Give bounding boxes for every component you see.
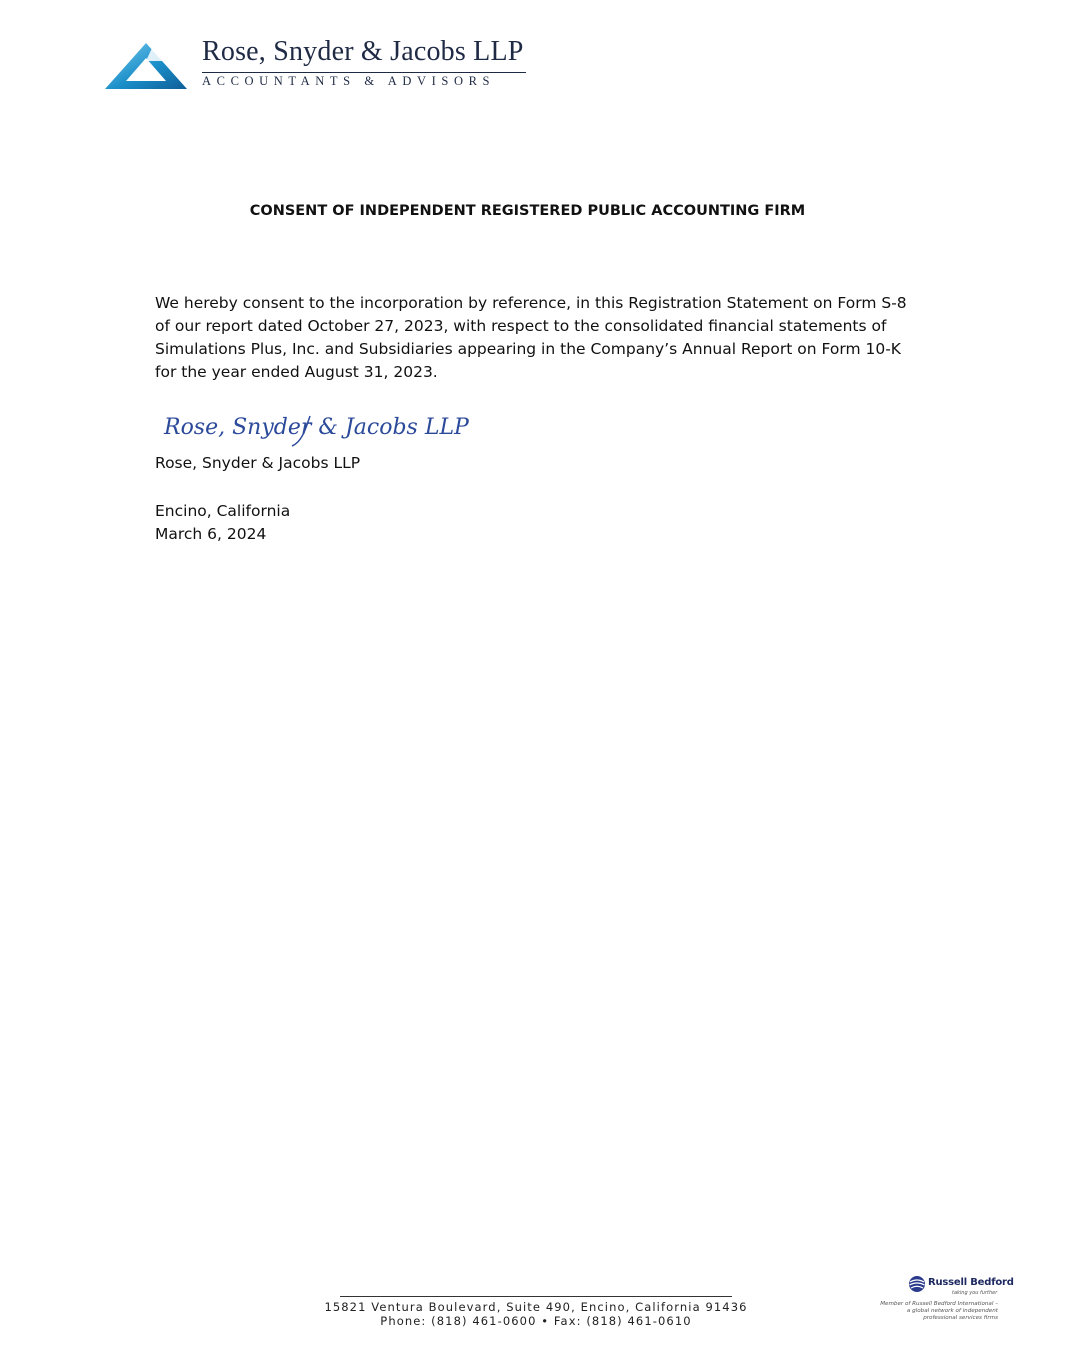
document-title: CONSENT OF INDEPENDENT REGISTERED PUBLIC ACCOUNTING FIRM: [249, 203, 806, 219]
firm-tagline: ACCOUNTANTS & ADVISORS: [202, 74, 496, 88]
globe-icon: [908, 1275, 926, 1293]
signer-name: Rose, Snyder & Jacobs LLP: [155, 454, 361, 472]
signing-location: [155, 500, 290, 546]
footer-phone: Phone: (818) 461-0600 • Fax: (818) 461-0610: [380, 1314, 692, 1328]
handwritten-signature: [160, 408, 469, 450]
firm-letterhead: [104, 38, 534, 94]
triangle-logo-icon: [104, 42, 188, 90]
network-membership-note: Member of Russell Bedford International – a global network of independent professional services firms: [880, 1301, 998, 1321]
letterhead-divider: [202, 72, 526, 73]
network-slogan: taking you further: [952, 1290, 998, 1296]
network-name: Russell Bedford: [928, 1277, 1014, 1288]
firm-name: Rose, Snyder & Jacobs LLP: [202, 36, 524, 67]
footer-divider: [340, 1296, 732, 1297]
footer-address: 15821 Ventura Boulevard, Suite 490, Encino, California 91436: [324, 1300, 748, 1314]
consent-paragraph: We hereby consent to the incorporation by reference, in this Registration Statement on Form S-8 of our report dated October 27, 2023, with respect to the consolidated financial statements of Simulations Plus, Inc. and Subsidiaries appearing in the Company’s Annual Report on Form 10-K for the year ended August 31, 2023.: [155, 294, 907, 381]
signing-date: March 6, 2024: [155, 525, 267, 543]
signing-city: Encino, California: [155, 502, 291, 520]
network-logo: [908, 1275, 1014, 1297]
svg-text:Rose, Snyder & Jacobs LLP: Rose, Snyder & Jacobs LLP: [164, 415, 469, 440]
